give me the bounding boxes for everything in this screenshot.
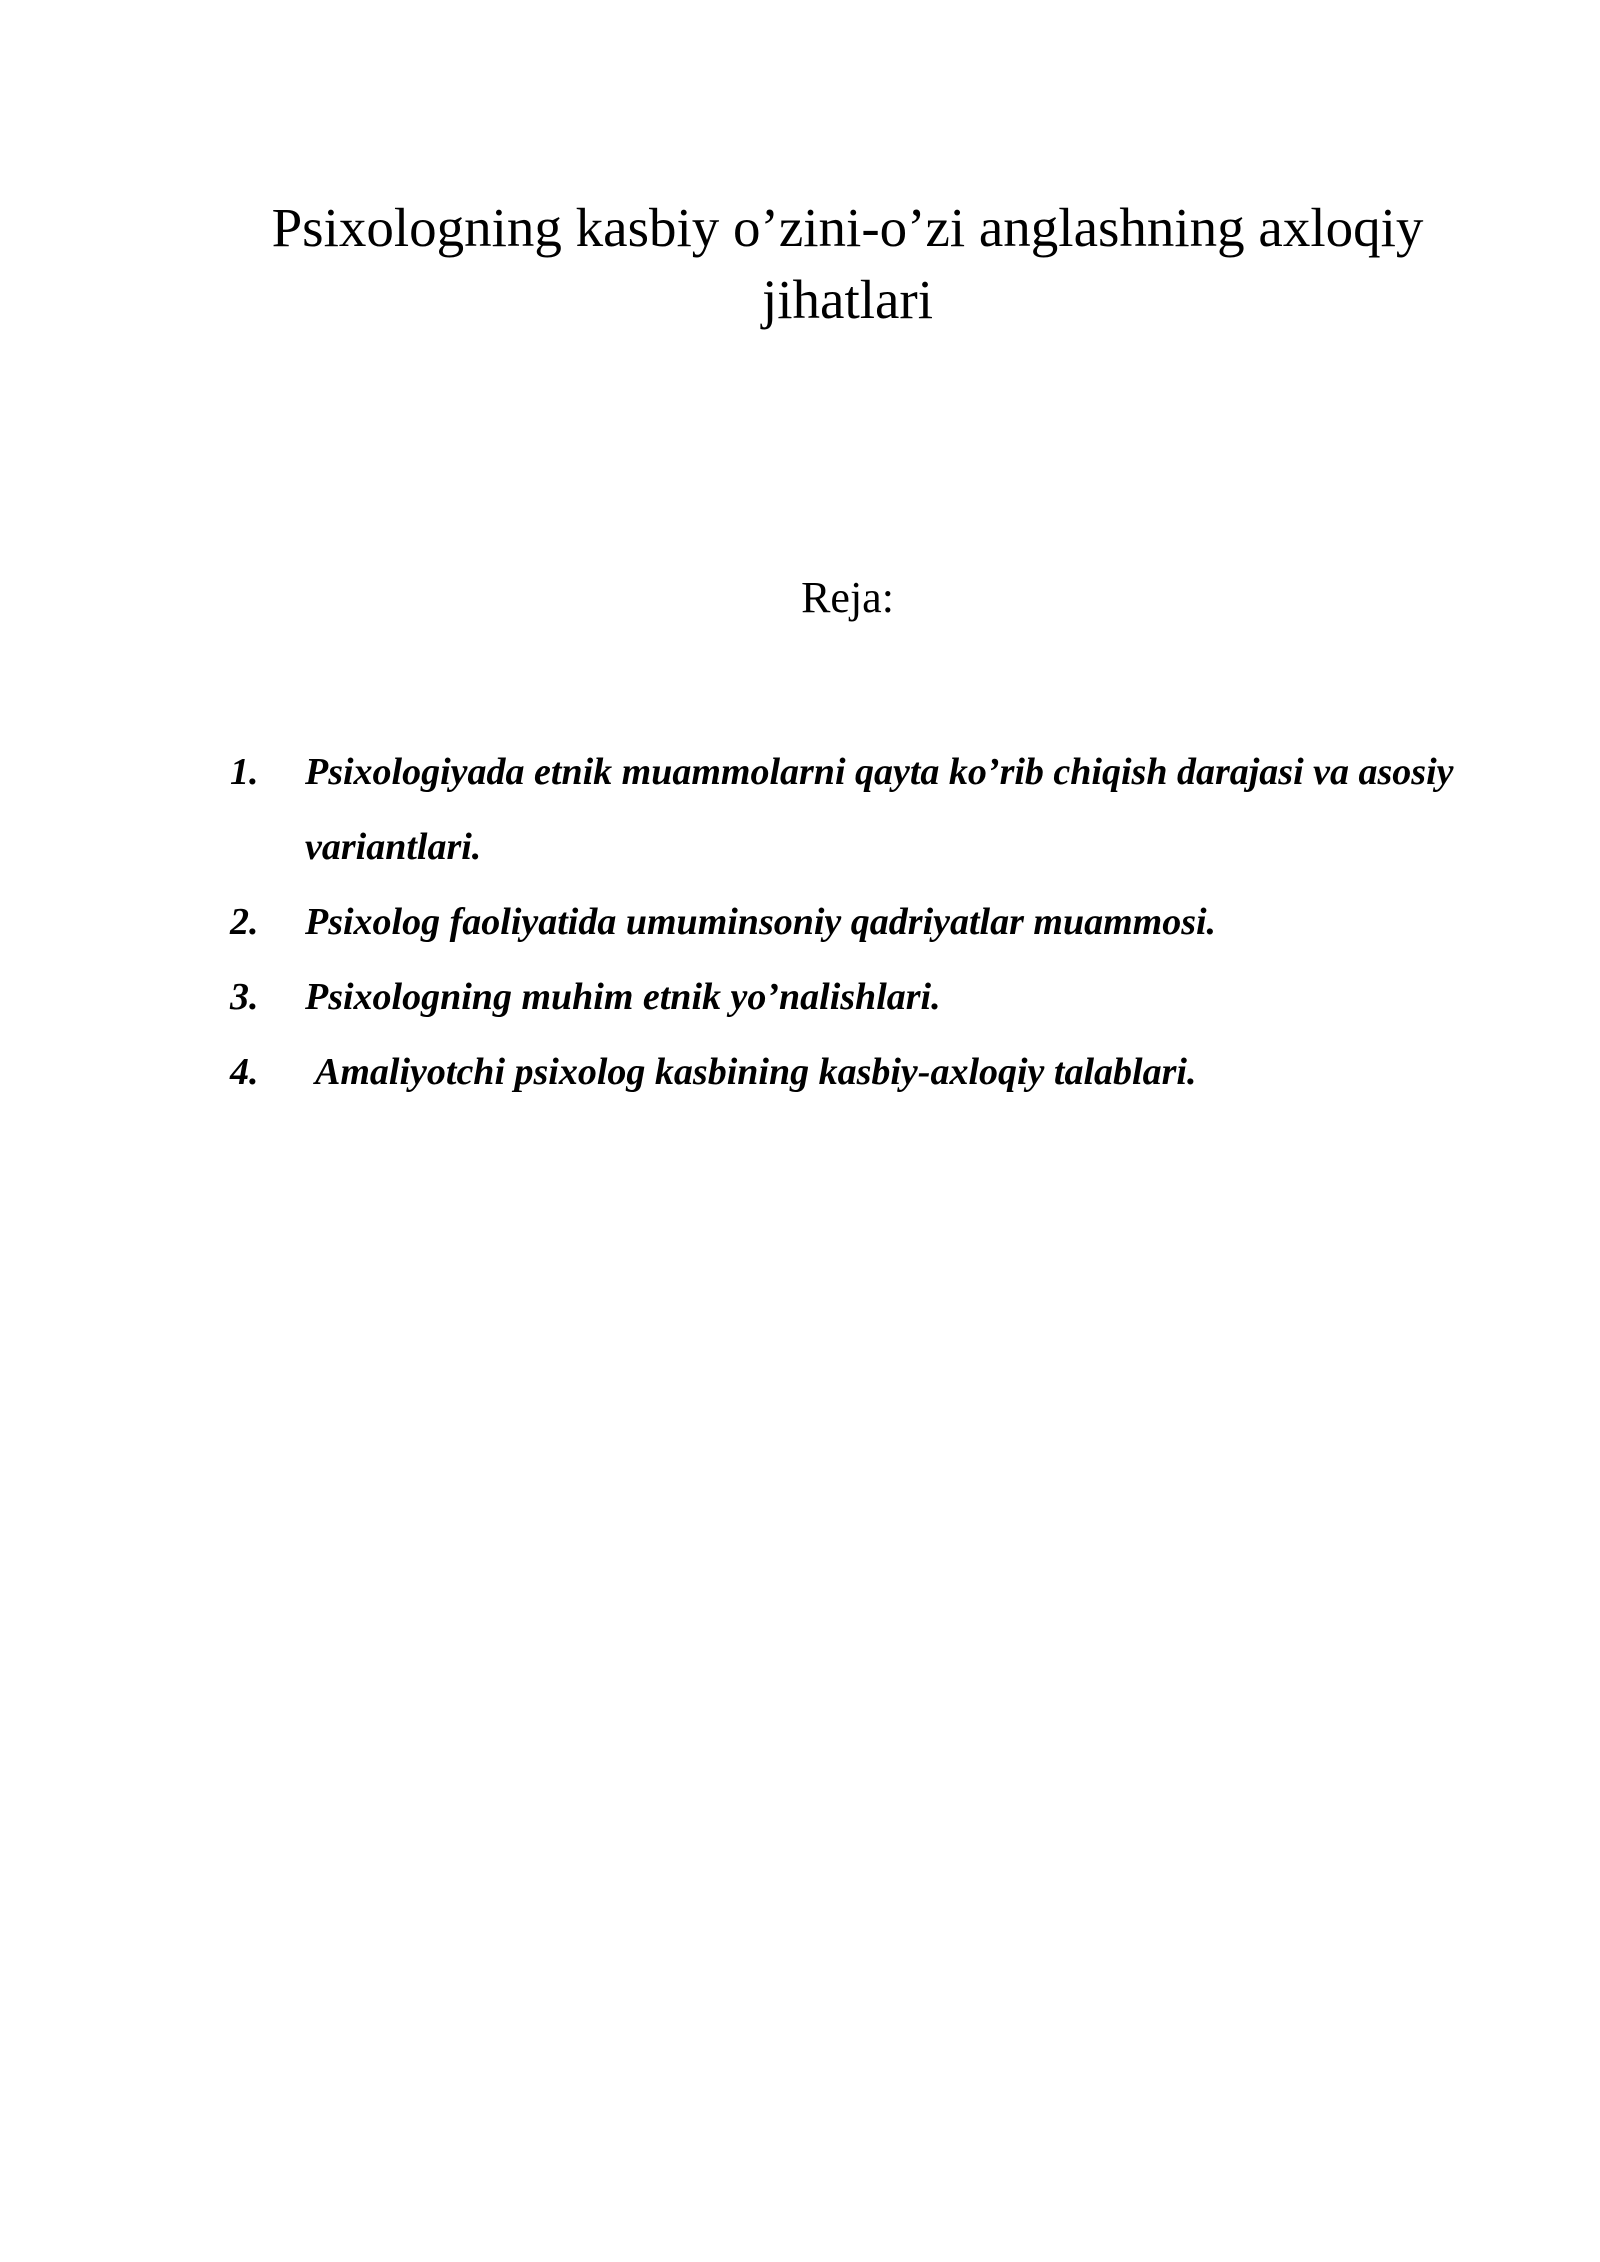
plan-item-number: 2.: [230, 901, 259, 943]
document-title: [0, 192, 1600, 336]
plan-item-number: 3.: [230, 976, 259, 1018]
plan-heading: Reja:: [801, 573, 894, 622]
plan-item-number: 1.: [230, 751, 259, 793]
plan-item: [230, 1035, 1480, 1110]
title-line-1: Psixologning kasbiy o’zini-o’zi anglashning axloqiy: [271, 196, 1424, 258]
plan-item-text: Psixologning muhim etnik yo’nalishlari.: [305, 976, 941, 1018]
plan-list: [230, 735, 1480, 1110]
plan-item-text: Psixolog faoliyatida umuminsoniy qadriyatlar muammosi.: [305, 901, 1217, 943]
title-line-2: jihatlari: [761, 268, 934, 330]
plan-item-number: 4.: [230, 1051, 259, 1093]
plan-item-text: Psixologiyada etnik muammolarni qayta ko’rib chiqish darajasi va asosiy variantlari.: [305, 751, 1454, 868]
plan-item: [230, 885, 1480, 960]
plan-item-text: Amaliyotchi psixolog kasbining kasbiy-axloqiy talablari.: [315, 1051, 1197, 1093]
plan-item: [230, 960, 1480, 1035]
plan-item: [230, 735, 1480, 885]
